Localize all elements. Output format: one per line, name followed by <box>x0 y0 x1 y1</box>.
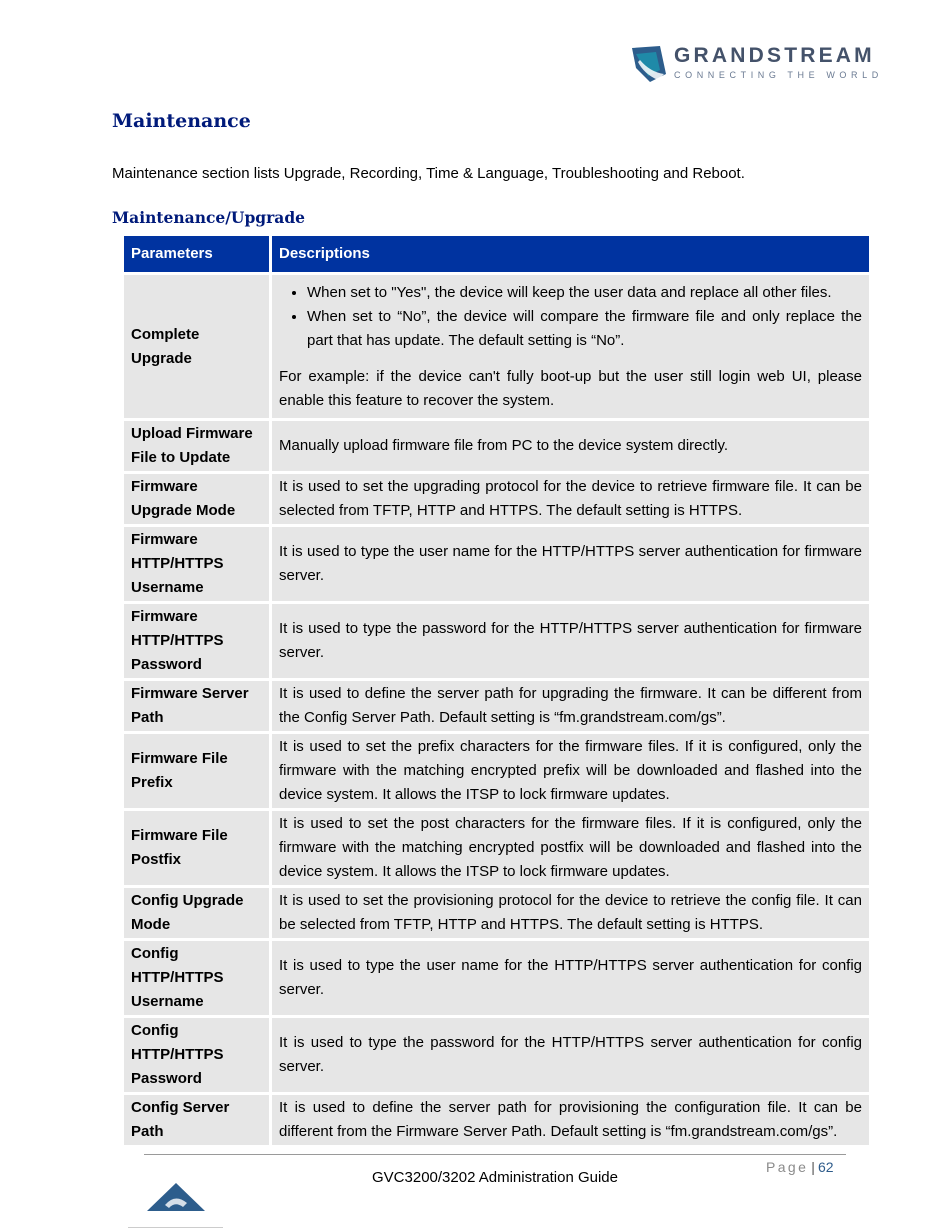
table-row <box>123 887 871 940</box>
param-name: Firmware File Prefix <box>123 733 271 810</box>
param-name: Firmware HTTP/HTTPS Password <box>123 603 271 680</box>
table-row <box>123 473 871 526</box>
table-row <box>123 733 871 810</box>
param-name: Config Upgrade Mode <box>123 887 271 940</box>
table-header-row <box>123 236 871 274</box>
table-row <box>123 1094 871 1147</box>
param-name: Config Server Path <box>123 1094 271 1147</box>
logo-tagline: CONNECTING THE WORLD <box>674 70 883 80</box>
param-description: It is used to type the password for the HTTP/HTTPS server authentication for firmware server. <box>271 603 871 680</box>
header-descriptions: Descriptions <box>271 236 871 274</box>
intro-text: Maintenance section lists Upgrade, Recording, Time & Language, Troubleshooting and Reboot. <box>112 165 745 182</box>
table-row <box>123 810 871 887</box>
param-description: It is used to set the post characters for the firmware files. If it is configured, only the firmware with the matching encrypted postfix will be downloaded and flashed into the device system. It allows the ITSP to lock firmware updates. <box>271 810 871 887</box>
param-description: It is used to set the prefix characters for the firmware files. If it is configured, only the firmware with the matching encrypted prefix will be downloaded and flashed into the device system. It allows the ITSP to lock firmware updates. <box>271 733 871 810</box>
logo-wordmark: GRANDSTREAM <box>674 44 875 67</box>
subsection-title: Maintenance/Upgrade <box>112 208 306 227</box>
page-label: Page <box>766 1159 809 1175</box>
param-name: Firmware HTTP/HTTPS Username <box>123 526 271 603</box>
param-name: Firmware Upgrade Mode <box>123 473 271 526</box>
footer-logo-icon <box>147 1181 205 1211</box>
param-name: Upload Firmware File to Update <box>123 420 271 473</box>
grandstream-logo <box>630 44 886 86</box>
table-row <box>123 526 871 603</box>
param-name: Firmware Server Path <box>123 680 271 733</box>
grandstream-logo-icon <box>630 44 668 84</box>
param-description: It is used to define the server path for provisioning the configuration file. It can be different from the Firmware Server Path. Default setting is “fm.grandstream.com/gs”. <box>271 1094 871 1147</box>
example-text: For example: if the device can't fully boot-up but the user still login web UI, please enable this feature to recover the system. <box>279 368 862 409</box>
param-description: It is used to type the password for the HTTP/HTTPS server authentication for config server. <box>271 1017 871 1094</box>
param-name: Config HTTP/HTTPS Password <box>123 1017 271 1094</box>
param-description: It is used to type the user name for the HTTP/HTTPS server authentication for firmware server. <box>271 526 871 603</box>
table-row <box>123 420 871 473</box>
param-name: Complete Upgrade <box>123 274 271 420</box>
section-title: Maintenance <box>112 110 251 132</box>
bullet-list <box>279 281 862 353</box>
table-row <box>123 1017 871 1094</box>
param-description: Manually upload firmware file from PC to the device system directly. <box>271 420 871 473</box>
param-description <box>271 274 871 420</box>
table-row <box>123 940 871 1017</box>
param-name: Firmware File Postfix <box>123 810 271 887</box>
table-row <box>123 603 871 680</box>
param-description: It is used to set the upgrading protocol for the device to retrieve firmware file. It can be selected from TFTP, HTTP and HTTPS. The default setting is HTTPS. <box>271 473 871 526</box>
param-description: It is used to set the provisioning protocol for the device to retrieve the config file. It can be selected from TFTP, HTTP and HTTPS. The default setting is HTTPS. <box>271 887 871 940</box>
list-item: • When set to "Yes", the device will keep the user data and replace all other files. <box>307 281 862 305</box>
parameters-table <box>121 236 872 1148</box>
list-item: • When set to “No”, the device will compare the firmware file and only replace the part that has update. The default setting is “No”. <box>307 305 862 353</box>
param-description: It is used to type the user name for the HTTP/HTTPS server authentication for config server. <box>271 940 871 1017</box>
table-row <box>123 274 871 420</box>
footer-rule <box>128 1227 223 1228</box>
param-description: It is used to define the server path for upgrading the firmware. It can be different from the Config Server Path. Default setting is “fm.grandstream.com/gs”. <box>271 680 871 733</box>
footer-doc-title: GVC3200/3202 Administration Guide <box>372 1169 618 1186</box>
page-separator: | <box>811 1159 815 1175</box>
table-row <box>123 680 871 733</box>
param-name: Config HTTP/HTTPS Username <box>123 940 271 1017</box>
page-number-value: 62 <box>817 1159 834 1175</box>
footer-divider <box>144 1154 846 1155</box>
header-parameters: Parameters <box>123 236 271 274</box>
